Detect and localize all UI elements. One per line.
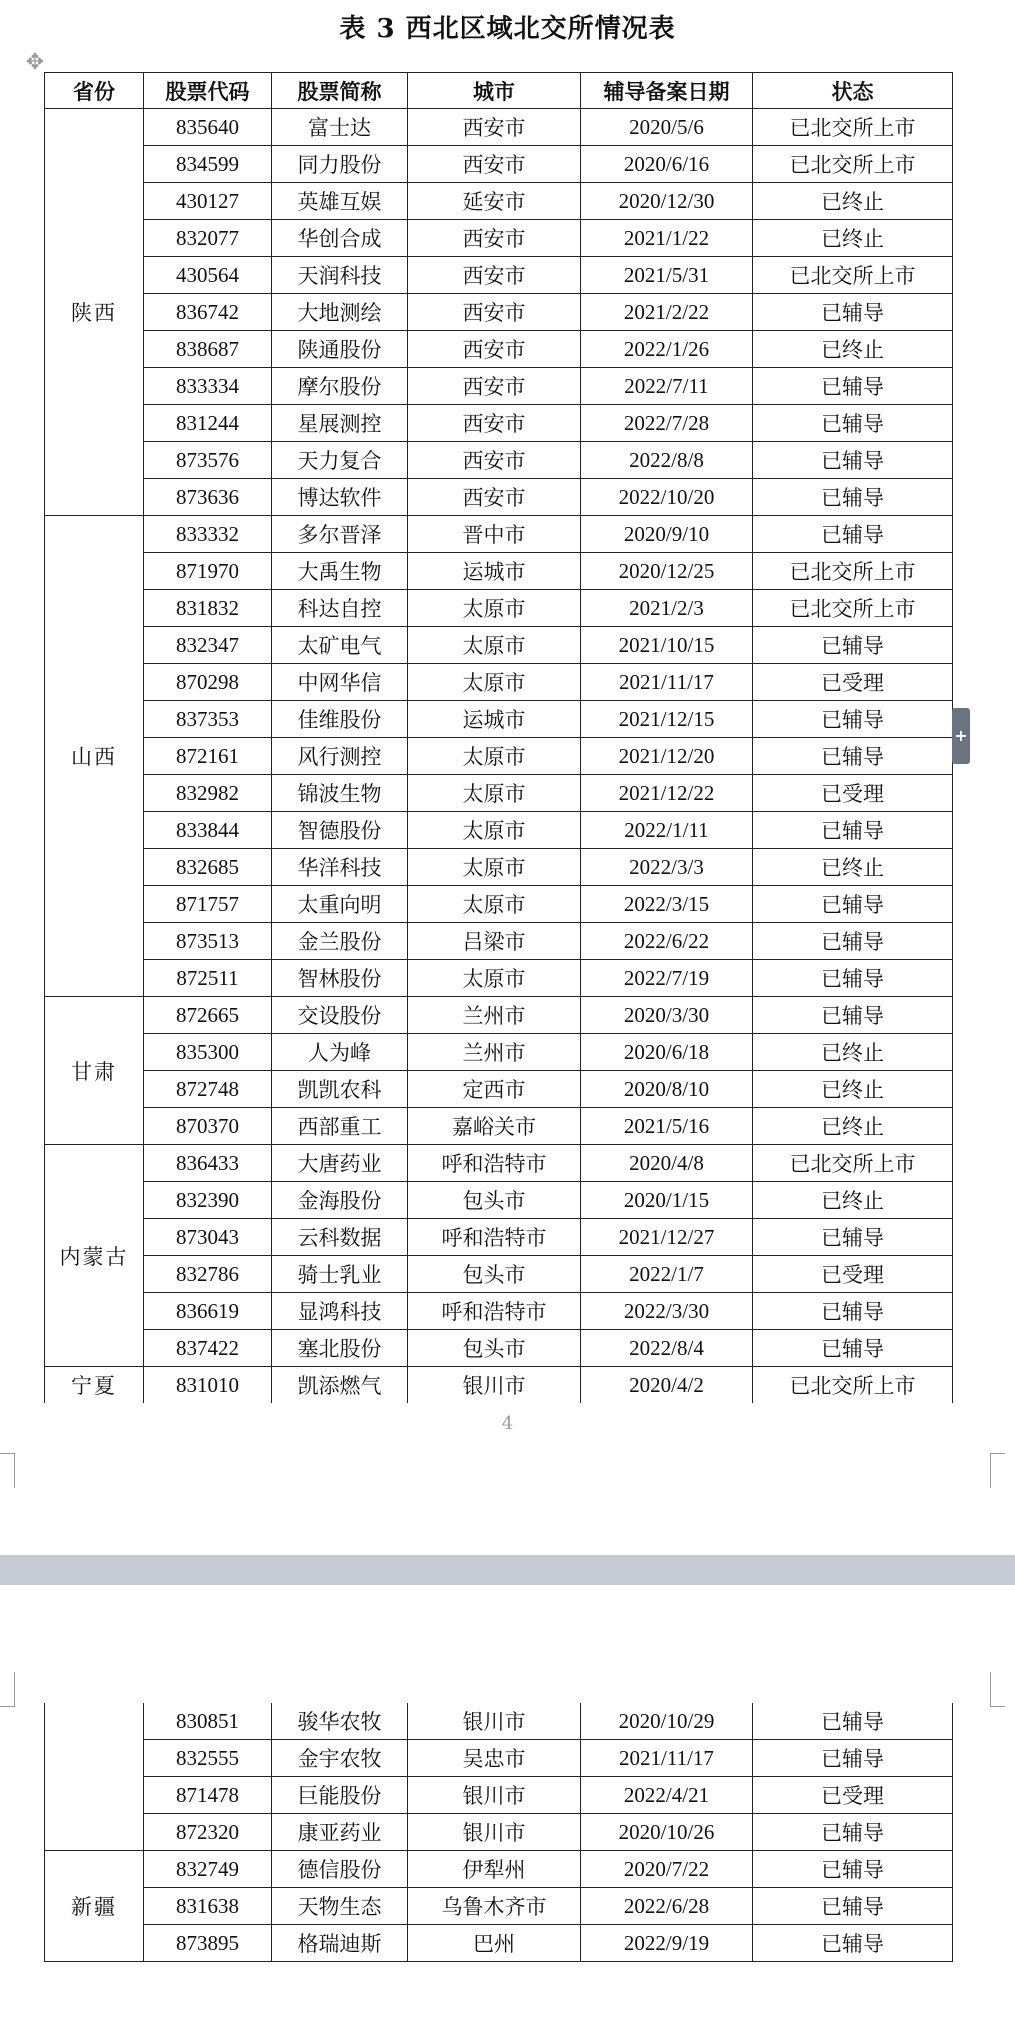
stock-code-cell: 832077 <box>144 220 272 257</box>
city-cell: 包头市 <box>408 1182 581 1219</box>
filing-date-cell: 2021/10/15 <box>581 627 753 664</box>
city-cell: 运城市 <box>408 701 581 738</box>
filing-date-cell: 2022/10/20 <box>581 479 753 516</box>
move-handle-icon[interactable]: ✥ <box>25 50 45 75</box>
stock-name-cell: 巨能股份 <box>272 1777 408 1814</box>
header-province: 省份 <box>45 73 144 109</box>
stock-name-cell: 智林股份 <box>272 960 408 997</box>
city-cell: 呼和浩特市 <box>408 1293 581 1330</box>
stock-name-cell: 天物生态 <box>272 1888 408 1925</box>
filing-date-cell: 2022/3/15 <box>581 886 753 923</box>
table-row <box>45 294 953 331</box>
status-cell: 已辅导 <box>753 368 953 405</box>
table-row <box>45 664 953 701</box>
stock-code-cell: 832685 <box>144 849 272 886</box>
province-cell: 山西 <box>45 516 144 997</box>
table-row <box>45 368 953 405</box>
filing-date-cell: 2022/8/4 <box>581 1330 753 1367</box>
data-table-continued <box>44 1703 953 1962</box>
stock-code-cell: 836433 <box>144 1145 272 1182</box>
province-cell: 甘肃 <box>45 997 144 1145</box>
status-cell: 已终止 <box>753 331 953 368</box>
city-cell: 西安市 <box>408 220 581 257</box>
table-row <box>45 331 953 368</box>
city-cell: 晋中市 <box>408 516 581 553</box>
filing-date-cell: 2020/1/15 <box>581 1182 753 1219</box>
stock-name-cell: 华创合成 <box>272 220 408 257</box>
table-row <box>45 1925 953 1962</box>
filing-date-cell: 2021/12/27 <box>581 1219 753 1256</box>
city-cell: 西安市 <box>408 257 581 294</box>
data-table <box>44 72 953 1403</box>
filing-date-cell: 2021/12/22 <box>581 775 753 812</box>
stock-code-cell: 871970 <box>144 553 272 590</box>
table-title: 表 3 西北区域北交所情况表 <box>339 14 676 44</box>
stock-code-cell: 830851 <box>144 1703 272 1740</box>
city-cell: 呼和浩特市 <box>408 1219 581 1256</box>
city-cell: 兰州市 <box>408 1034 581 1071</box>
table-row <box>45 590 953 627</box>
stock-code-cell: 872748 <box>144 1071 272 1108</box>
filing-date-cell: 2020/10/26 <box>581 1814 753 1851</box>
status-cell: 已终止 <box>753 1108 953 1145</box>
city-cell: 西安市 <box>408 368 581 405</box>
stock-name-cell: 骏华农牧 <box>272 1703 408 1740</box>
stock-code-cell: 836619 <box>144 1293 272 1330</box>
table-row <box>45 1740 953 1777</box>
city-cell: 西安市 <box>408 405 581 442</box>
status-cell: 已终止 <box>753 1182 953 1219</box>
province-cell: 内蒙古 <box>45 1145 144 1367</box>
province-cell: 陕西 <box>45 109 144 516</box>
status-cell: 已辅导 <box>753 701 953 738</box>
city-cell: 包头市 <box>408 1256 581 1293</box>
stock-code-cell: 831244 <box>144 405 272 442</box>
city-cell: 太原市 <box>408 627 581 664</box>
table-row <box>45 220 953 257</box>
city-cell: 延安市 <box>408 183 581 220</box>
table-row <box>45 1108 953 1145</box>
header-stock-name: 股票简称 <box>272 73 408 109</box>
filing-date-cell: 2022/1/26 <box>581 331 753 368</box>
stock-name-cell: 人为峰 <box>272 1034 408 1071</box>
city-cell: 西安市 <box>408 146 581 183</box>
filing-date-cell: 2020/9/10 <box>581 516 753 553</box>
filing-date-cell: 2022/1/7 <box>581 1256 753 1293</box>
filing-date-cell: 2020/4/2 <box>581 1367 753 1404</box>
filing-date-cell: 2020/3/30 <box>581 997 753 1034</box>
stock-code-cell: 832786 <box>144 1256 272 1293</box>
city-cell: 太原市 <box>408 775 581 812</box>
stock-code-cell: 831638 <box>144 1888 272 1925</box>
page-corner-mark <box>0 1453 15 1488</box>
stock-name-cell: 科达自控 <box>272 590 408 627</box>
status-cell: 已终止 <box>753 1034 953 1071</box>
status-cell: 已北交所上市 <box>753 590 953 627</box>
stock-code-cell: 430127 <box>144 183 272 220</box>
stock-name-cell: 格瑞迪斯 <box>272 1925 408 1962</box>
stock-code-cell: 873576 <box>144 442 272 479</box>
filing-date-cell: 2022/4/21 <box>581 1777 753 1814</box>
stock-code-cell: 873895 <box>144 1925 272 1962</box>
filing-date-cell: 2022/7/19 <box>581 960 753 997</box>
stock-name-cell: 天润科技 <box>272 257 408 294</box>
city-cell: 西安市 <box>408 294 581 331</box>
plus-icon[interactable]: + <box>952 708 970 764</box>
stock-code-cell: 838687 <box>144 331 272 368</box>
header-stock-code: 股票代码 <box>144 73 272 109</box>
stock-name-cell: 大地测绘 <box>272 294 408 331</box>
stock-code-cell: 870370 <box>144 1108 272 1145</box>
table-row <box>45 553 953 590</box>
table-row <box>45 1034 953 1071</box>
table-row <box>45 627 953 664</box>
stock-name-cell: 富士达 <box>272 109 408 146</box>
stock-code-cell: 831832 <box>144 590 272 627</box>
status-cell: 已辅导 <box>753 1925 953 1962</box>
filing-date-cell: 2021/5/16 <box>581 1108 753 1145</box>
status-cell: 已受理 <box>753 664 953 701</box>
city-cell: 西安市 <box>408 442 581 479</box>
table-row <box>45 516 953 553</box>
filing-date-cell: 2020/12/30 <box>581 183 753 220</box>
city-cell: 太原市 <box>408 590 581 627</box>
stock-code-cell: 833334 <box>144 368 272 405</box>
filing-date-cell: 2020/6/16 <box>581 146 753 183</box>
stock-code-cell: 832982 <box>144 775 272 812</box>
filing-date-cell: 2022/3/3 <box>581 849 753 886</box>
stock-code-cell: 836742 <box>144 294 272 331</box>
page-corner-mark <box>990 1672 1005 1707</box>
status-cell: 已辅导 <box>753 1219 953 1256</box>
table-row <box>45 701 953 738</box>
stock-code-cell: 833332 <box>144 516 272 553</box>
stock-code-cell: 832347 <box>144 627 272 664</box>
table-row <box>45 923 953 960</box>
stock-name-cell: 太矿电气 <box>272 627 408 664</box>
stock-name-cell: 金海股份 <box>272 1182 408 1219</box>
status-cell: 已辅导 <box>753 516 953 553</box>
page-corner-mark <box>0 1672 15 1707</box>
table-row <box>45 886 953 923</box>
stock-code-cell: 835640 <box>144 109 272 146</box>
stock-name-cell: 康亚药业 <box>272 1814 408 1851</box>
table-row <box>45 479 953 516</box>
filing-date-cell: 2020/5/6 <box>581 109 753 146</box>
table-row <box>45 997 953 1034</box>
city-cell: 西安市 <box>408 109 581 146</box>
city-cell: 银川市 <box>408 1814 581 1851</box>
stock-name-cell: 风行测控 <box>272 738 408 775</box>
stock-code-cell: 831010 <box>144 1367 272 1404</box>
stock-code-cell: 837422 <box>144 1330 272 1367</box>
city-cell: 西安市 <box>408 331 581 368</box>
city-cell: 运城市 <box>408 553 581 590</box>
table-row <box>45 405 953 442</box>
city-cell: 银川市 <box>408 1367 581 1404</box>
city-cell: 吕梁市 <box>408 923 581 960</box>
filing-date-cell: 2020/12/25 <box>581 553 753 590</box>
table-row <box>45 738 953 775</box>
table-row <box>45 1330 953 1367</box>
filing-date-cell: 2021/12/15 <box>581 701 753 738</box>
stock-name-cell: 太重向明 <box>272 886 408 923</box>
page-number: 4 <box>501 1413 514 1434</box>
table-row <box>45 960 953 997</box>
stock-name-cell: 智德股份 <box>272 812 408 849</box>
stock-name-cell: 天力复合 <box>272 442 408 479</box>
stock-name-cell: 锦波生物 <box>272 775 408 812</box>
status-cell: 已北交所上市 <box>753 553 953 590</box>
province-cell <box>45 1703 144 1851</box>
table-row <box>45 849 953 886</box>
status-cell: 已辅导 <box>753 442 953 479</box>
stock-code-cell: 835300 <box>144 1034 272 1071</box>
stock-name-cell: 交设股份 <box>272 997 408 1034</box>
status-cell: 已辅导 <box>753 886 953 923</box>
table-header-row <box>45 73 953 109</box>
city-cell: 呼和浩特市 <box>408 1145 581 1182</box>
city-cell: 太原市 <box>408 738 581 775</box>
stock-code-cell: 837353 <box>144 701 272 738</box>
stock-code-cell: 870298 <box>144 664 272 701</box>
city-cell: 银川市 <box>408 1777 581 1814</box>
stock-code-cell: 833844 <box>144 812 272 849</box>
filing-date-cell: 2020/4/8 <box>581 1145 753 1182</box>
stock-name-cell: 显鸿科技 <box>272 1293 408 1330</box>
city-cell: 伊犁州 <box>408 1851 581 1888</box>
filing-date-cell: 2022/6/22 <box>581 923 753 960</box>
stock-code-cell: 430564 <box>144 257 272 294</box>
city-cell: 太原市 <box>408 664 581 701</box>
stock-code-cell: 832390 <box>144 1182 272 1219</box>
status-cell: 已辅导 <box>753 479 953 516</box>
table-row <box>45 775 953 812</box>
filing-date-cell: 2020/8/10 <box>581 1071 753 1108</box>
table-row <box>45 146 953 183</box>
stock-name-cell: 凯凯农科 <box>272 1071 408 1108</box>
stock-name-cell: 多尔晋泽 <box>272 516 408 553</box>
filing-date-cell: 2021/11/17 <box>581 664 753 701</box>
stock-name-cell: 佳维股份 <box>272 701 408 738</box>
stock-name-cell: 华洋科技 <box>272 849 408 886</box>
table-row <box>45 1145 953 1182</box>
status-cell: 已辅导 <box>753 405 953 442</box>
status-cell: 已终止 <box>753 849 953 886</box>
filing-date-cell: 2022/3/30 <box>581 1293 753 1330</box>
status-cell: 已终止 <box>753 183 953 220</box>
province-cell: 宁夏 <box>45 1367 144 1404</box>
header-status: 状态 <box>753 73 953 109</box>
table-row <box>45 1888 953 1925</box>
stock-name-cell: 金兰股份 <box>272 923 408 960</box>
city-cell: 兰州市 <box>408 997 581 1034</box>
stock-code-cell: 871478 <box>144 1777 272 1814</box>
status-cell: 已辅导 <box>753 1814 953 1851</box>
page-gap <box>0 1555 1015 1585</box>
status-cell: 已辅导 <box>753 960 953 997</box>
status-cell: 已辅导 <box>753 1703 953 1740</box>
header-filing-date: 辅导备案日期 <box>581 73 753 109</box>
filing-date-cell: 2022/7/28 <box>581 405 753 442</box>
table-row <box>45 442 953 479</box>
table-row <box>45 257 953 294</box>
city-cell: 吴忠市 <box>408 1740 581 1777</box>
filing-date-cell: 2020/6/18 <box>581 1034 753 1071</box>
status-cell: 已受理 <box>753 1256 953 1293</box>
stock-code-cell: 872320 <box>144 1814 272 1851</box>
city-cell: 乌鲁木齐市 <box>408 1888 581 1925</box>
stock-name-cell: 大唐药业 <box>272 1145 408 1182</box>
stock-code-cell: 871757 <box>144 886 272 923</box>
status-cell: 已辅导 <box>753 923 953 960</box>
status-cell: 已北交所上市 <box>753 1367 953 1404</box>
status-cell: 已辅导 <box>753 1293 953 1330</box>
stock-name-cell: 金宇农牧 <box>272 1740 408 1777</box>
table-row <box>45 1814 953 1851</box>
filing-date-cell: 2020/10/29 <box>581 1703 753 1740</box>
table-row <box>45 1219 953 1256</box>
filing-date-cell: 2021/1/22 <box>581 220 753 257</box>
stock-name-cell: 西部重工 <box>272 1108 408 1145</box>
stock-name-cell: 摩尔股份 <box>272 368 408 405</box>
status-cell: 已受理 <box>753 775 953 812</box>
city-cell: 巴州 <box>408 1925 581 1962</box>
table-row <box>45 812 953 849</box>
filing-date-cell: 2022/1/11 <box>581 812 753 849</box>
header-city: 城市 <box>408 73 581 109</box>
city-cell: 定西市 <box>408 1071 581 1108</box>
stock-code-cell: 834599 <box>144 146 272 183</box>
city-cell: 包头市 <box>408 1330 581 1367</box>
status-cell: 已辅导 <box>753 738 953 775</box>
stock-name-cell: 塞北股份 <box>272 1330 408 1367</box>
stock-name-cell: 英雄互娱 <box>272 183 408 220</box>
stock-code-cell: 873513 <box>144 923 272 960</box>
stock-name-cell: 同力股份 <box>272 146 408 183</box>
stock-code-cell: 873636 <box>144 479 272 516</box>
stock-code-cell: 872665 <box>144 997 272 1034</box>
stock-name-cell: 大禹生物 <box>272 553 408 590</box>
filing-date-cell: 2021/5/31 <box>581 257 753 294</box>
table-row <box>45 1256 953 1293</box>
stock-name-cell: 德信股份 <box>272 1851 408 1888</box>
table-row <box>45 109 953 146</box>
stock-name-cell: 凯添燃气 <box>272 1367 408 1404</box>
filing-date-cell: 2021/12/20 <box>581 738 753 775</box>
status-cell: 已辅导 <box>753 997 953 1034</box>
stock-code-cell: 872511 <box>144 960 272 997</box>
status-cell: 已辅导 <box>753 812 953 849</box>
stock-name-cell: 博达软件 <box>272 479 408 516</box>
status-cell: 已北交所上市 <box>753 257 953 294</box>
stock-name-cell: 中网华信 <box>272 664 408 701</box>
table-row <box>45 183 953 220</box>
status-cell: 已终止 <box>753 1071 953 1108</box>
status-cell: 已辅导 <box>753 294 953 331</box>
stock-name-cell: 云科数据 <box>272 1219 408 1256</box>
status-cell: 已受理 <box>753 1777 953 1814</box>
page-corner-mark <box>990 1453 1005 1488</box>
filing-date-cell: 2021/11/17 <box>581 1740 753 1777</box>
filing-date-cell: 2020/7/22 <box>581 1851 753 1888</box>
stock-name-cell: 陕通股份 <box>272 331 408 368</box>
stock-code-cell: 872161 <box>144 738 272 775</box>
table-row <box>45 1367 953 1404</box>
stock-name-cell: 星展测控 <box>272 405 408 442</box>
city-cell: 太原市 <box>408 886 581 923</box>
city-cell: 银川市 <box>408 1703 581 1740</box>
table-row <box>45 1703 953 1740</box>
filing-date-cell: 2021/2/22 <box>581 294 753 331</box>
table-row <box>45 1293 953 1330</box>
filing-date-cell: 2022/8/8 <box>581 442 753 479</box>
city-cell: 太原市 <box>408 812 581 849</box>
status-cell: 已辅导 <box>753 1851 953 1888</box>
stock-name-cell: 骑士乳业 <box>272 1256 408 1293</box>
status-cell: 已北交所上市 <box>753 146 953 183</box>
filing-date-cell: 2022/6/28 <box>581 1888 753 1925</box>
table-row <box>45 1777 953 1814</box>
status-cell: 已终止 <box>753 220 953 257</box>
table-row <box>45 1851 953 1888</box>
table-row <box>45 1182 953 1219</box>
status-cell: 已辅导 <box>753 1740 953 1777</box>
status-cell: 已辅导 <box>753 1888 953 1925</box>
city-cell: 西安市 <box>408 479 581 516</box>
city-cell: 太原市 <box>408 960 581 997</box>
filing-date-cell: 2022/9/19 <box>581 1925 753 1962</box>
filing-date-cell: 2021/2/3 <box>581 590 753 627</box>
city-cell: 太原市 <box>408 849 581 886</box>
status-cell: 已北交所上市 <box>753 109 953 146</box>
province-cell: 新疆 <box>45 1851 144 1962</box>
table-row <box>45 1071 953 1108</box>
stock-code-cell: 832749 <box>144 1851 272 1888</box>
city-cell: 嘉峪关市 <box>408 1108 581 1145</box>
status-cell: 已辅导 <box>753 1330 953 1367</box>
stock-code-cell: 832555 <box>144 1740 272 1777</box>
status-cell: 已北交所上市 <box>753 1145 953 1182</box>
filing-date-cell: 2022/7/11 <box>581 368 753 405</box>
status-cell: 已辅导 <box>753 627 953 664</box>
stock-code-cell: 873043 <box>144 1219 272 1256</box>
